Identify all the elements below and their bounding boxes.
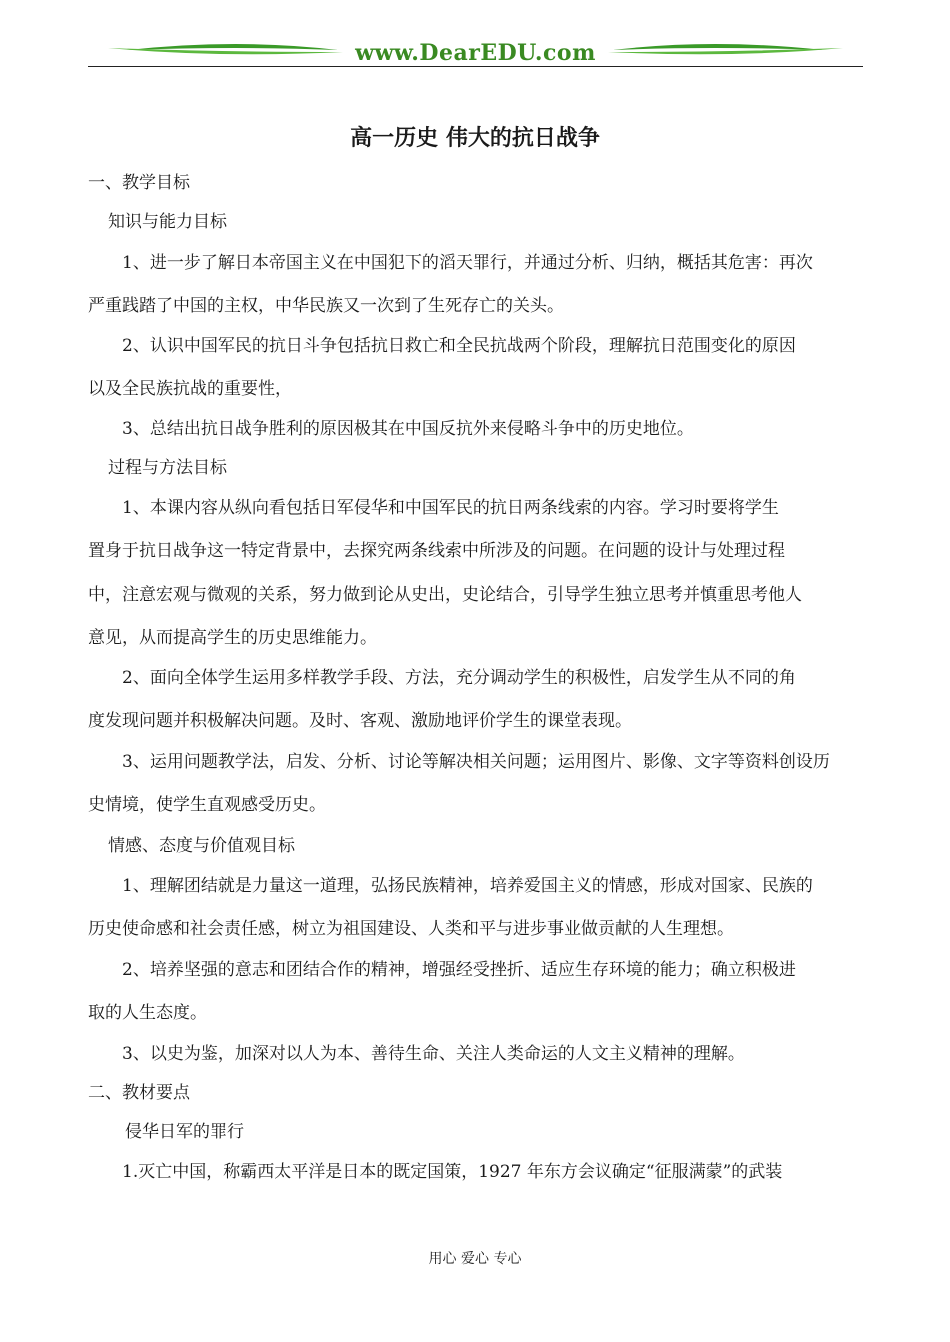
- paragraph-line: 1、进一步了解日本帝国主义在中国犯下的滔天罪行，并通过分析、归纳，概括其危害：再次: [122, 253, 813, 273]
- paragraph-line: 1、本课内容从纵向看包括日军侵华和中国军民的抗日两条线索的内容。学习时要将学生: [122, 498, 779, 518]
- subheading: 侵华日军的罪行: [125, 1122, 244, 1142]
- subheading: 过程与方法目标: [108, 458, 227, 478]
- paragraph-line: 取的人生态度。: [88, 1003, 207, 1023]
- section-heading: 二、教材要点: [88, 1083, 190, 1103]
- page-title: 高一历史 伟大的抗日战争: [350, 125, 600, 151]
- paragraph-line: 2、认识中国军民的抗日斗争包括抗日救亡和全民抗战两个阶段，理解抗日范围变化的原因: [122, 336, 796, 356]
- paragraph-line: 度发现问题并积极解决问题。及时、客观、激励地评价学生的课堂表现。: [88, 711, 632, 731]
- header-divider: [88, 66, 863, 67]
- site-logo[interactable]: www.DearEDU.com: [355, 40, 596, 66]
- paragraph-line: 中，注意宏观与微观的关系，努力做到论从史出，史论结合，引导学生独立思考并慎重思考他人: [88, 585, 802, 605]
- paragraph-line: 3、总结出抗日战争胜利的原因极其在中国反抗外来侵略斗争中的历史地位。: [122, 419, 694, 439]
- paragraph-line: 3、运用问题教学法，启发、分析、讨论等解决相关问题；运用图片、影像、文字等资料创设历: [122, 752, 830, 772]
- paragraph-line: 1、理解团结就是力量这一道理，弘扬民族精神，培养爱国主义的情感，形成对国家、民族的: [122, 876, 813, 896]
- paragraph-line: 3、以史为鉴，加深对以人为本、善待生命、关注人类命运的人文主义精神的理解。: [122, 1044, 745, 1064]
- paragraph-line: 严重践踏了中国的主权，中华民族又一次到了生死存亡的关头。: [88, 296, 564, 316]
- paragraph-line: 置身于抗日战争这一特定背景中，去探究两条线索中所涉及的问题。在问题的设计与处理过程: [88, 541, 785, 561]
- page-footer: 用心 爱心 专心: [428, 1251, 522, 1267]
- subheading: 知识与能力目标: [108, 212, 227, 232]
- site-header: [88, 36, 863, 70]
- section-heading: 一、教学目标: [88, 173, 190, 193]
- paragraph-line: 史情境，使学生直观感受历史。: [88, 795, 326, 815]
- paragraph-line: 意见，从而提高学生的历史思维能力。: [88, 628, 377, 648]
- paragraph-line: 2、培养坚强的意志和团结合作的精神，增强经受挫折、适应生存环境的能力；确立积极进: [122, 960, 796, 980]
- subheading: 情感、态度与价值观目标: [108, 836, 295, 856]
- paragraph-line: 以及全民族抗战的重要性，: [88, 379, 292, 399]
- paragraph-line: 1.灭亡中国，称霸西太平洋是日本的既定国策，1927 年东方会议确定“征服满蒙”的武装: [122, 1162, 783, 1182]
- paragraph-line: 历史使命感和社会责任感，树立为祖国建设、人类和平与进步事业做贡献的人生理想。: [88, 919, 734, 939]
- paragraph-line: 2、面向全体学生运用多样教学手段、方法，充分调动学生的积极性，启发学生从不同的角: [122, 668, 796, 688]
